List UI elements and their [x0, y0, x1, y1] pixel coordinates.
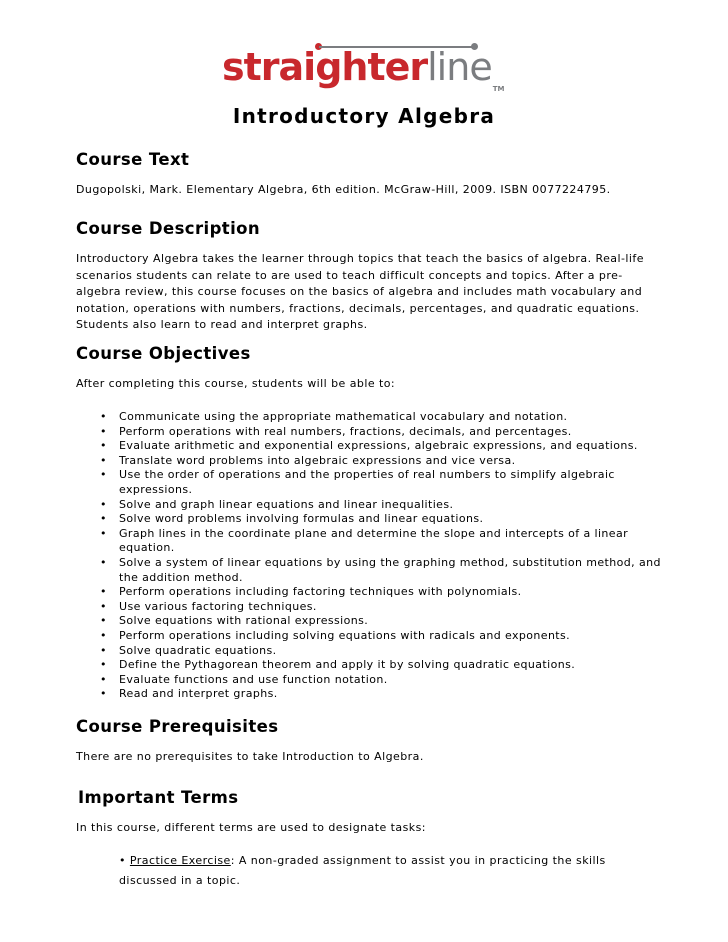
list-item: • Solve equations with rational expressions. [100, 614, 670, 629]
important-terms-intro: In this course, different terms are used to designate tasks: [76, 821, 426, 834]
course-prerequisites-section [76, 716, 656, 766]
document-title: Introductory Algebra [232, 104, 496, 128]
list-item: • Perform operations including factoring techniques with polynomials. [100, 585, 670, 600]
logo-wordmark [222, 42, 503, 92]
course-description-body: Introductory Algebra takes the learner through topics that teach the basics of algebra. Real-life scenarios students can relate to are used to teach difficult concepts and topics. After a pre-algebra review, this course focuses on the basics of algebra and includes math vocabulary and notation, operations with numbers, fractions, decimals, percentages, and quadratic equations. Students also learn to read and interpret graphs. [76, 252, 644, 331]
important-terms-heading: Important Terms [78, 788, 239, 807]
term-item-practice-exercise [119, 851, 639, 890]
term-label: Practice Exercise [129, 854, 231, 867]
list-item: • Evaluate arithmetic and exponential expressions, algebraic expressions, and equations. [100, 439, 670, 454]
course-prerequisites-heading: Course Prerequisites [76, 717, 279, 736]
list-item: • Define the Pythagorean theorem and apply it by solving quadratic equations. [100, 658, 670, 673]
logo-primary-text: straighter [222, 45, 428, 89]
list-item: • Use various factoring techniques. [100, 600, 670, 615]
list-item: • Read and interpret graphs. [100, 687, 670, 702]
list-item: • Perform operations with real numbers, fractions, decimals, and percentages. [100, 425, 670, 440]
list-item: • Evaluate functions and use function notation. [100, 673, 670, 688]
course-text-heading: Course Text [76, 150, 190, 169]
course-description-heading: Course Description [76, 219, 261, 238]
course-objectives-heading: Course Objectives [76, 344, 251, 363]
term-bullet: • [119, 854, 126, 867]
list-item: • Solve and graph linear equations and linear inequalities. [100, 498, 670, 513]
important-terms-section [76, 787, 656, 837]
list-item: • Solve a system of linear equations by using the graphing method, substitution method, and the addition method. [100, 556, 670, 585]
course-prerequisites-body: There are no prerequisites to take Introduction to Algebra. [76, 750, 424, 763]
logo-secondary-text: line [427, 45, 492, 89]
course-objectives-intro: After completing this course, students will be able to: [76, 377, 396, 390]
list-item: • Solve word problems involving formulas and linear equations. [100, 512, 670, 527]
course-text-body: Dugopolski, Mark. Elementary Algebra, 6th edition. McGraw-Hill, 2009. ISBN 0077224795. [76, 183, 611, 196]
logo-trademark: TM [492, 85, 505, 93]
course-objectives-section [76, 343, 656, 393]
list-item: • Use the order of operations and the properties of real numbers to simplify algebraic expressions. [100, 468, 670, 497]
list-item: • Communicate using the appropriate mathematical vocabulary and notation. [100, 410, 670, 425]
objectives-list [100, 410, 670, 702]
list-item: • Translate word problems into algebraic expressions and vice versa. [100, 454, 670, 469]
term-definition: : A non-graded assignment to assist you in practicing the skills discussed in a topic. [119, 854, 606, 887]
list-item: • Perform operations including solving equations with radicals and exponents. [100, 629, 670, 644]
list-item: • Solve quadratic equations. [100, 644, 670, 659]
course-text-section [76, 149, 656, 199]
course-description-section [76, 218, 656, 334]
straighterline-logo [222, 42, 512, 92]
list-item: • Graph lines in the coordinate plane and determine the slope and intercepts of a linear equation. [100, 527, 670, 556]
